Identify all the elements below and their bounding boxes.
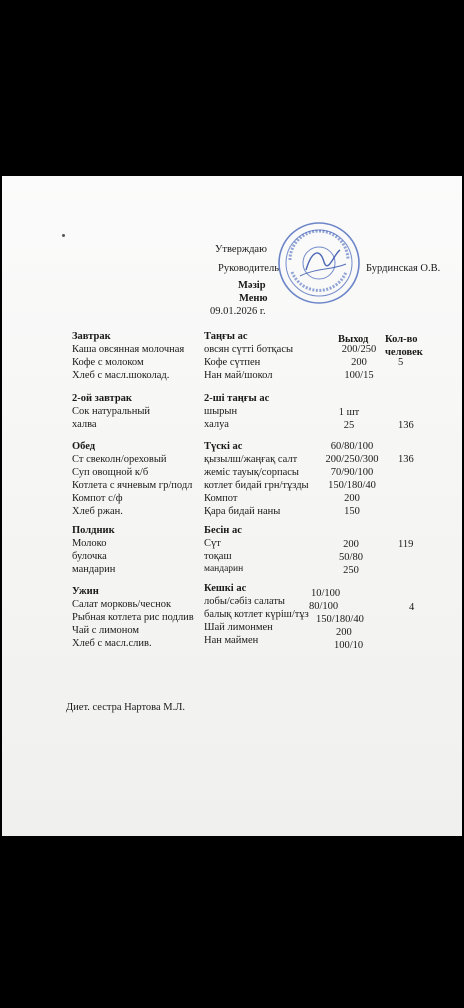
dish-ru: булочка bbox=[72, 551, 107, 562]
dish-output: 60/80/100 bbox=[330, 441, 374, 452]
dish-ru: Хлеб ржан. bbox=[72, 506, 123, 517]
dish-kz: Нан май/шокол bbox=[204, 370, 273, 381]
dish-ru: Сок натуральный bbox=[72, 406, 151, 417]
dish-output: 50/80 bbox=[339, 552, 363, 563]
dish-output: 70/90/100 bbox=[330, 467, 374, 478]
people-count: 136 bbox=[398, 420, 414, 431]
dish-ru: Компот с/ф bbox=[72, 493, 123, 504]
dish-output: 80/100 bbox=[309, 601, 339, 612]
head-position: Руководитель bbox=[218, 263, 279, 274]
menu-title-ru: Меню bbox=[239, 293, 268, 304]
dish-kz: жеміс тауық/сорпасы bbox=[204, 467, 299, 478]
dish-ru: мандарин bbox=[72, 564, 116, 575]
dish-ru: Молоко bbox=[72, 538, 107, 549]
dish-kz: котлет бидай грн/тұзды bbox=[204, 480, 309, 491]
dish-output: 200 bbox=[344, 493, 360, 504]
dish-output: 200 bbox=[336, 627, 352, 638]
dish-output: 1 шт bbox=[338, 407, 360, 418]
dish-kz: балық котлет күріш/тұз bbox=[204, 609, 309, 620]
dish-ru: Ст свеколн/ореховый bbox=[72, 454, 167, 465]
dish-kz: лобы/сәбіз салаты bbox=[204, 596, 285, 607]
qty-header-line2: человек bbox=[385, 347, 423, 358]
section-title-kz: Кешкі ас bbox=[204, 583, 247, 594]
menu-title-kz: Мәзір bbox=[238, 280, 266, 291]
dish-kz: Шай лимонмен bbox=[204, 622, 273, 633]
dish-output: 150 bbox=[344, 506, 360, 517]
menu-date: 09.01.2026 г. bbox=[210, 306, 266, 317]
people-count: 4 bbox=[409, 602, 415, 613]
dish-output: 200 bbox=[351, 357, 367, 368]
dish-kz: Кофе сүтпен bbox=[204, 357, 261, 368]
dietitian-signature: Диет. сестра Нартова М.Л. bbox=[66, 702, 185, 713]
people-count: 136 bbox=[398, 454, 414, 465]
dish-output: 100/10 bbox=[334, 640, 364, 651]
dish-ru: Салат морковь/чеснок bbox=[72, 599, 172, 610]
dish-kz: Компот bbox=[204, 493, 238, 504]
section-title-ru: Ужин bbox=[72, 586, 99, 597]
dish-kz: мандарин bbox=[204, 564, 244, 574]
output-header: Выход bbox=[338, 334, 369, 345]
official-seal-stamp bbox=[276, 220, 362, 306]
section-title-ru: 2-ой завтрак bbox=[72, 393, 132, 404]
head-name: Бурдинская О.В. bbox=[366, 263, 441, 274]
qty-header: Кол-во bbox=[385, 334, 418, 345]
dish-kz: Нан маймен bbox=[204, 635, 259, 646]
dish-ru: Чай с лимоном bbox=[72, 625, 140, 636]
dish-kz: халуа bbox=[204, 419, 229, 430]
section-title-kz: 2-ші таңғы ас bbox=[204, 393, 270, 404]
dish-output: 25 bbox=[343, 420, 355, 431]
dish-kz: Қара бидай наны bbox=[204, 506, 281, 517]
dish-ru: Котлета с ячневым гр/подл bbox=[72, 480, 193, 491]
section-title-ru: Полдник bbox=[72, 525, 115, 536]
speck bbox=[62, 234, 65, 237]
dish-ru: Хлеб с масл.слив. bbox=[72, 638, 152, 649]
dish-kz: қызылш/жаңғақ салт bbox=[204, 454, 298, 465]
dish-ru: Каша овсянная молочная bbox=[72, 344, 185, 355]
dish-kz: овсян сүтті ботқасы bbox=[204, 344, 294, 355]
dish-ru: Рыбная котлета рис подлив bbox=[72, 612, 194, 623]
dish-ru: халва bbox=[72, 419, 97, 430]
dish-output: 150/180/40 bbox=[316, 614, 364, 625]
dish-kz: шырын bbox=[204, 406, 238, 417]
dish-ru: Кофе с молоком bbox=[72, 357, 144, 368]
section-title-kz: Түскі ас bbox=[204, 441, 243, 452]
dish-output: 200/250 bbox=[341, 344, 377, 355]
dish-ru: Суп овощной к/б bbox=[72, 467, 149, 478]
dish-kz: Сүт bbox=[204, 538, 221, 549]
people-count: 119 bbox=[398, 539, 414, 550]
dish-output: 250 bbox=[343, 565, 359, 576]
section-title-ru: Завтрак bbox=[72, 331, 111, 342]
dish-output: 100/15 bbox=[344, 370, 374, 381]
people-count: 5 bbox=[398, 357, 404, 368]
dish-kz: тоқаш bbox=[204, 551, 232, 562]
approve-label: Утверждаю bbox=[215, 244, 267, 255]
section-title-ru: Обед bbox=[72, 441, 96, 452]
section-title-kz: Таңғы ас bbox=[204, 331, 248, 342]
dish-output: 200 bbox=[343, 539, 359, 550]
dish-output: 150/180/40 bbox=[328, 480, 376, 491]
dish-output: 200/250/300 bbox=[325, 454, 379, 465]
dish-ru: Хлеб с масл.шоколад. bbox=[72, 370, 170, 381]
section-title-kz: Бесін ас bbox=[204, 525, 242, 536]
dish-output: 10/100 bbox=[311, 588, 341, 599]
